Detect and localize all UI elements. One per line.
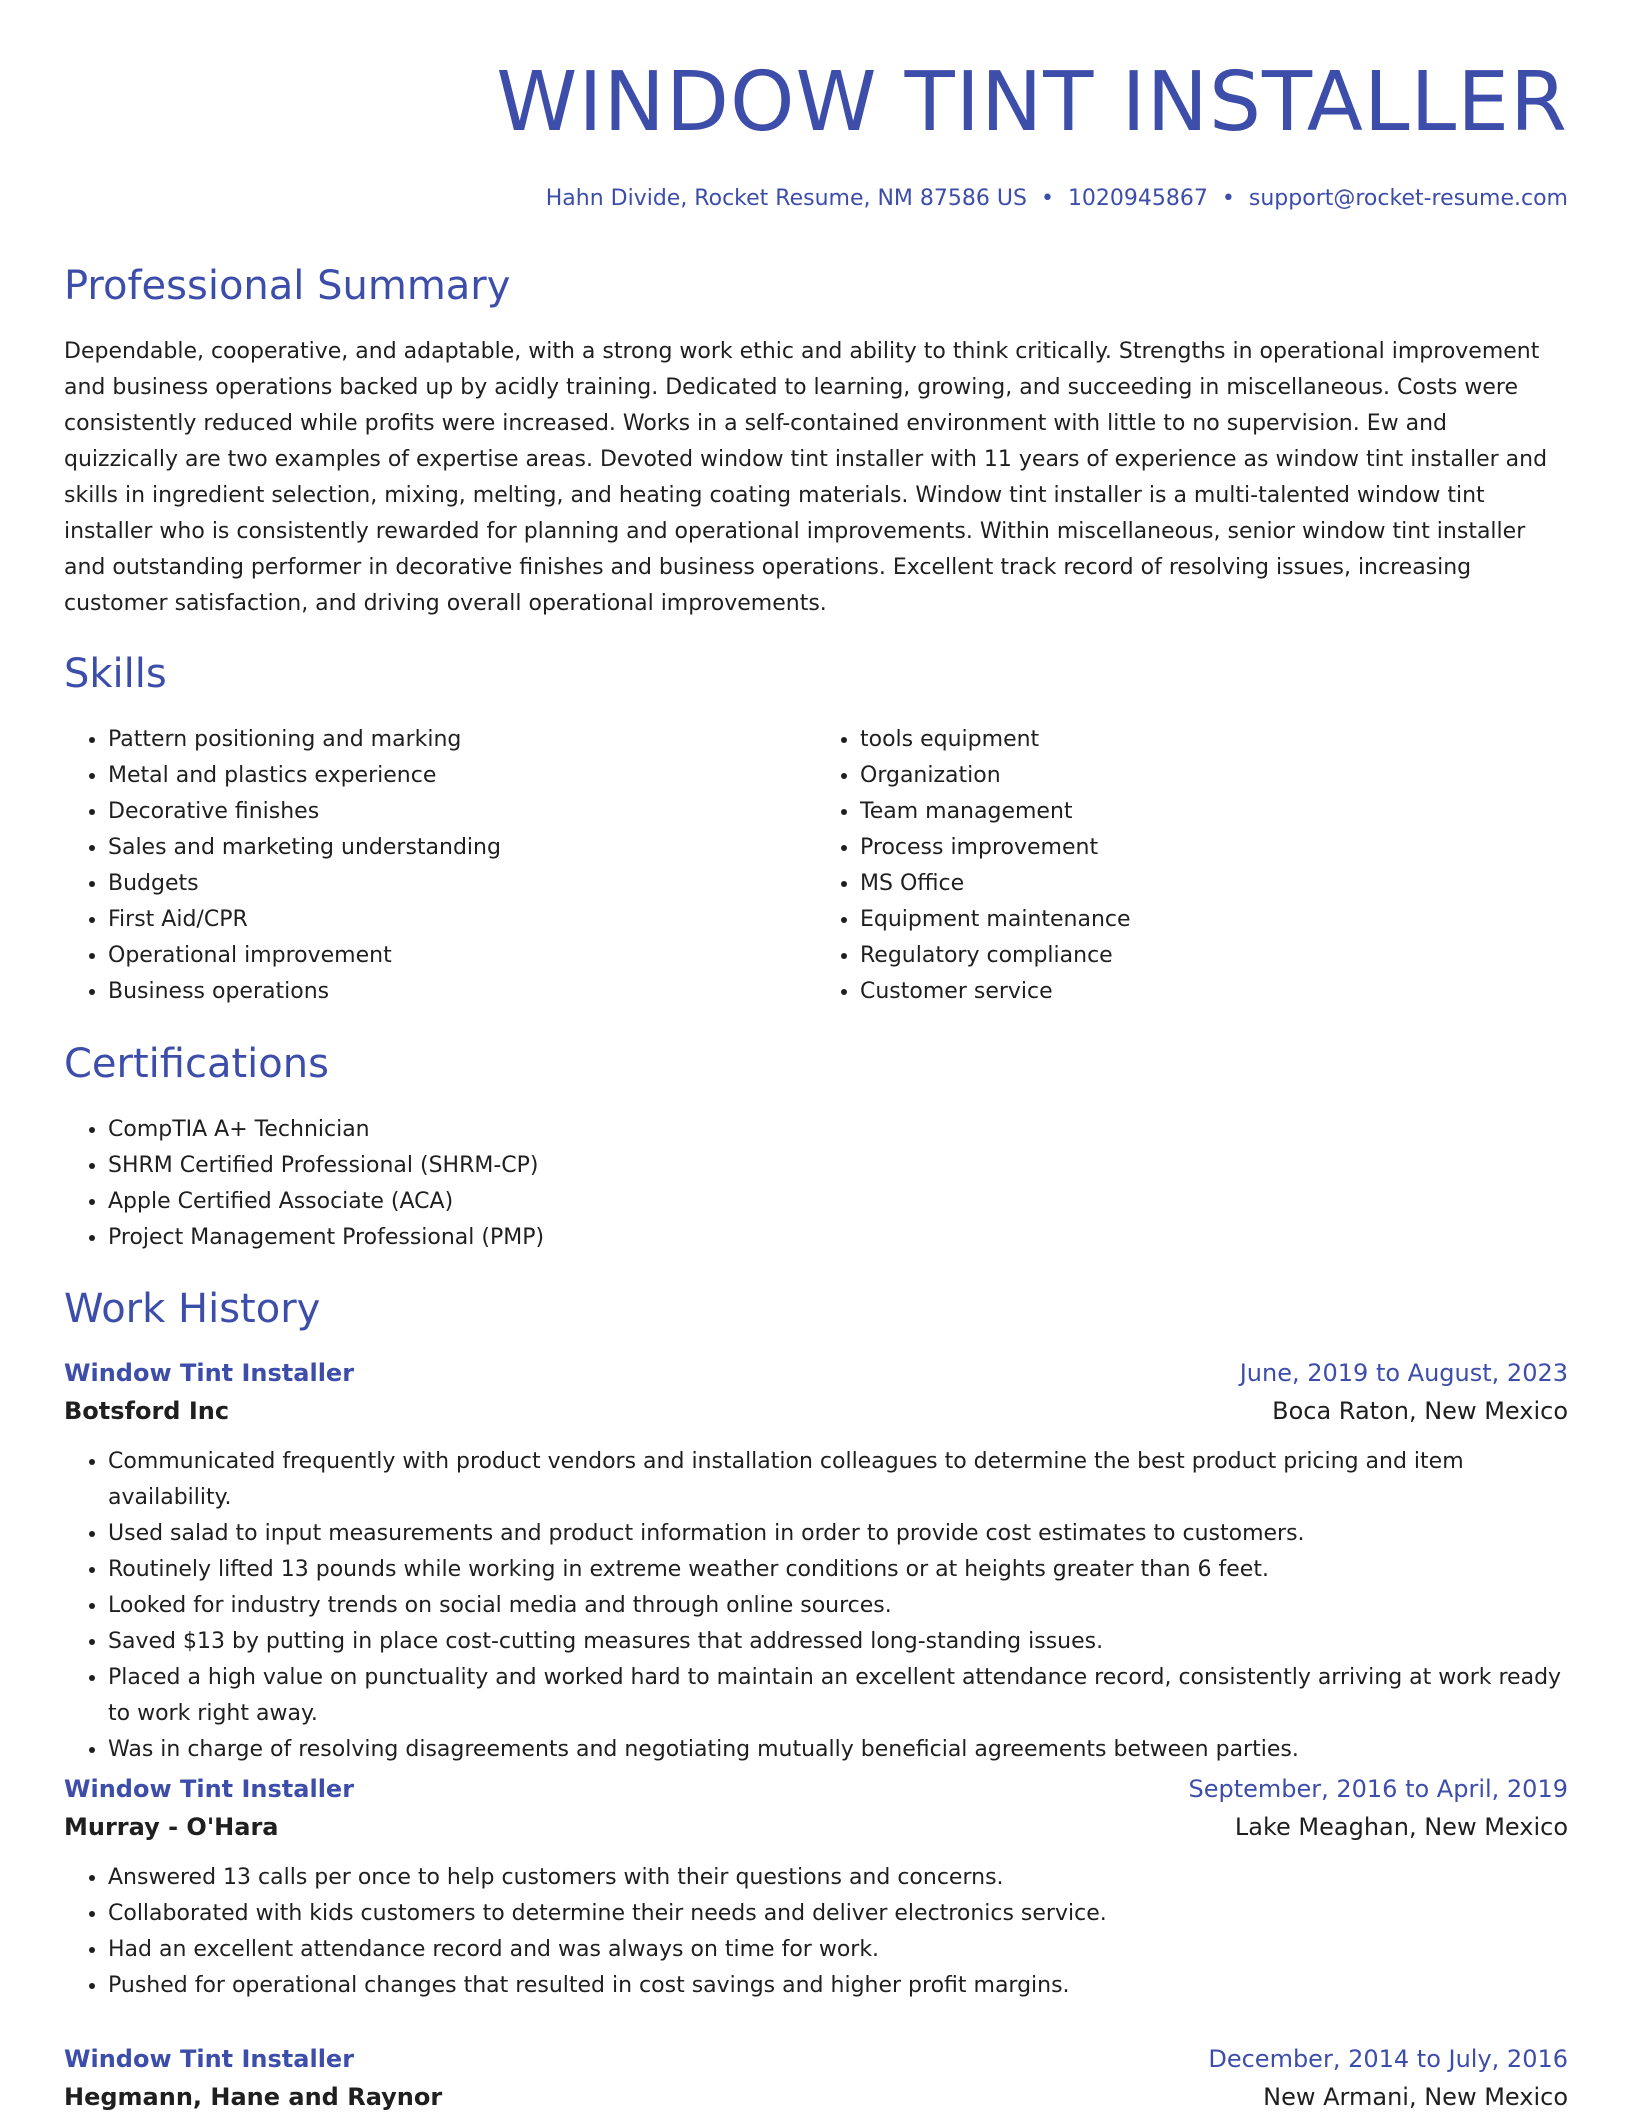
skill-item: • First Aid/CPR bbox=[108, 902, 816, 938]
job-company: Murray - O'Hara bbox=[64, 1813, 279, 1841]
skill-item: • tools equipment bbox=[860, 722, 1568, 758]
certification-item: • Project Management Professional (PMP) bbox=[108, 1220, 544, 1256]
job-dates: September, 2016 to April, 2019 bbox=[1188, 1775, 1568, 1803]
skills-list-left bbox=[64, 722, 816, 1010]
summary-heading: Professional Summary bbox=[64, 263, 511, 309]
job-location: Boca Raton, New Mexico bbox=[1272, 1397, 1568, 1425]
job-bullet: • Used salad to input measurements and product information in order to provide cost estimates to customers. bbox=[108, 1516, 1568, 1552]
work-history-heading: Work History bbox=[64, 1286, 321, 1332]
job-company: Botsford Inc bbox=[64, 1397, 230, 1425]
job-entry bbox=[64, 2040, 1568, 2116]
job-bullet: • Was in charge of resolving disagreements and negotiating mutually beneficial agreements between parties. bbox=[108, 1732, 1568, 1768]
job-bullets bbox=[64, 1860, 1568, 2004]
skill-item: • Organization bbox=[860, 758, 1568, 794]
job-entry bbox=[64, 1770, 1568, 2004]
job-bullet: • Pushed for operational changes that resulted in cost savings and higher profit margins. bbox=[108, 1968, 1568, 2004]
job-title: Window Tint Installer bbox=[64, 1775, 355, 1803]
skill-item: • Sales and marketing understanding bbox=[108, 830, 816, 866]
job-location: New Armani, New Mexico bbox=[1263, 2083, 1568, 2111]
certification-item: • Apple Certified Associate (ACA) bbox=[108, 1184, 544, 1220]
job-bullet: • Placed a high value on punctuality and worked hard to maintain an excellent attendance record, consistently arriving at work ready to work right away. bbox=[108, 1660, 1568, 1732]
candidate-name: WINDOW TINT INSTALLER bbox=[496, 55, 1568, 150]
job-company-row bbox=[64, 2078, 1568, 2116]
separator-dot: • bbox=[1040, 186, 1054, 211]
skill-item: • Pattern positioning and marking bbox=[108, 722, 816, 758]
job-bullet: • Saved $13 by putting in place cost-cutting measures that addressed long-standing issues. bbox=[108, 1624, 1568, 1660]
job-title: Window Tint Installer bbox=[64, 2045, 355, 2073]
phone: 1020945867 bbox=[1067, 186, 1208, 211]
job-company-row bbox=[64, 1392, 1568, 1430]
job-dates: June, 2019 to August, 2023 bbox=[1239, 1359, 1568, 1387]
job-dates: December, 2014 to July, 2016 bbox=[1208, 2045, 1568, 2073]
job-bullet: • Answered 13 calls per once to help customers with their questions and concerns. bbox=[108, 1860, 1568, 1896]
skill-item: • Decorative finishes bbox=[108, 794, 816, 830]
skill-item: • Customer service bbox=[860, 974, 1568, 1010]
job-title-row bbox=[64, 1770, 1568, 1808]
job-title-row bbox=[64, 2040, 1568, 2078]
separator-dot: • bbox=[1221, 186, 1235, 211]
job-bullet: • Communicated frequently with product vendors and installation colleagues to determine the best product pricing and item availability. bbox=[108, 1444, 1568, 1516]
skill-item: • Budgets bbox=[108, 866, 816, 902]
job-bullets bbox=[64, 1444, 1568, 1768]
job-bullet: • Had an excellent attendance record and was always on time for work. bbox=[108, 1932, 1568, 1968]
skill-item: • Equipment maintenance bbox=[860, 902, 1568, 938]
job-title: Window Tint Installer bbox=[64, 1359, 355, 1387]
job-title-row bbox=[64, 1354, 1568, 1392]
skill-item: • Team management bbox=[860, 794, 1568, 830]
certification-item: • SHRM Certified Professional (SHRM-CP) bbox=[108, 1148, 544, 1184]
skill-item: • Regulatory compliance bbox=[860, 938, 1568, 974]
skills-list-right bbox=[816, 722, 1568, 1010]
job-company: Hegmann, Hane and Raynor bbox=[64, 2083, 443, 2111]
job-bullet: • Collaborated with kids customers to determine their needs and deliver electronics service. bbox=[108, 1896, 1568, 1932]
contact-line bbox=[64, 186, 1568, 216]
email-link[interactable]: support@rocket-resume.com bbox=[1248, 186, 1568, 211]
skill-item: • Operational improvement bbox=[108, 938, 816, 974]
summary-text: Dependable, cooperative, and adaptable, with a strong work ethic and ability to think critically. Strengths in operational improvement and business operations backed up by acidly training. Dedicated to learning, growing, and succeeding in miscellaneous. Costs were consistently reduced while profits were increased. Works in a self-contained environment with little to no supervision. Ew and quizzically are two examples of expertise areas. Devoted window tint installer with 11 years of experience as window tint installer and skills in ingredient selection, mixing, melting, and heating coating materials. Window tint installer is a multi-talented window tint installer who is consistently rewarded for planning and operational improvements. Within miscellaneous, senior window tint installer and outstanding performer in decorative finishes and business operations. Excellent track record of resolving issues, increasing customer satisfaction, and driving overall operational improvements. bbox=[64, 339, 1548, 616]
job-entry bbox=[64, 1354, 1568, 1768]
skill-item: • Metal and plastics experience bbox=[108, 758, 816, 794]
skills-heading: Skills bbox=[64, 651, 167, 697]
skill-item: • Business operations bbox=[108, 974, 816, 1010]
skill-item: • MS Office bbox=[860, 866, 1568, 902]
job-location: Lake Meaghan, New Mexico bbox=[1234, 1813, 1568, 1841]
certifications-list bbox=[64, 1112, 544, 1256]
certifications-heading: Certifications bbox=[64, 1041, 329, 1087]
job-bullet: • Routinely lifted 13 pounds while working in extreme weather conditions or at heights greater than 6 feet. bbox=[108, 1552, 1568, 1588]
address: Hahn Divide, Rocket Resume, NM 87586 US bbox=[545, 186, 1027, 211]
certification-item: • CompTIA A+ Technician bbox=[108, 1112, 544, 1148]
skills-columns bbox=[64, 722, 1568, 1010]
job-bullet: • Looked for industry trends on social media and through online sources. bbox=[108, 1588, 1568, 1624]
job-company-row bbox=[64, 1808, 1568, 1846]
skill-item: • Process improvement bbox=[860, 830, 1568, 866]
